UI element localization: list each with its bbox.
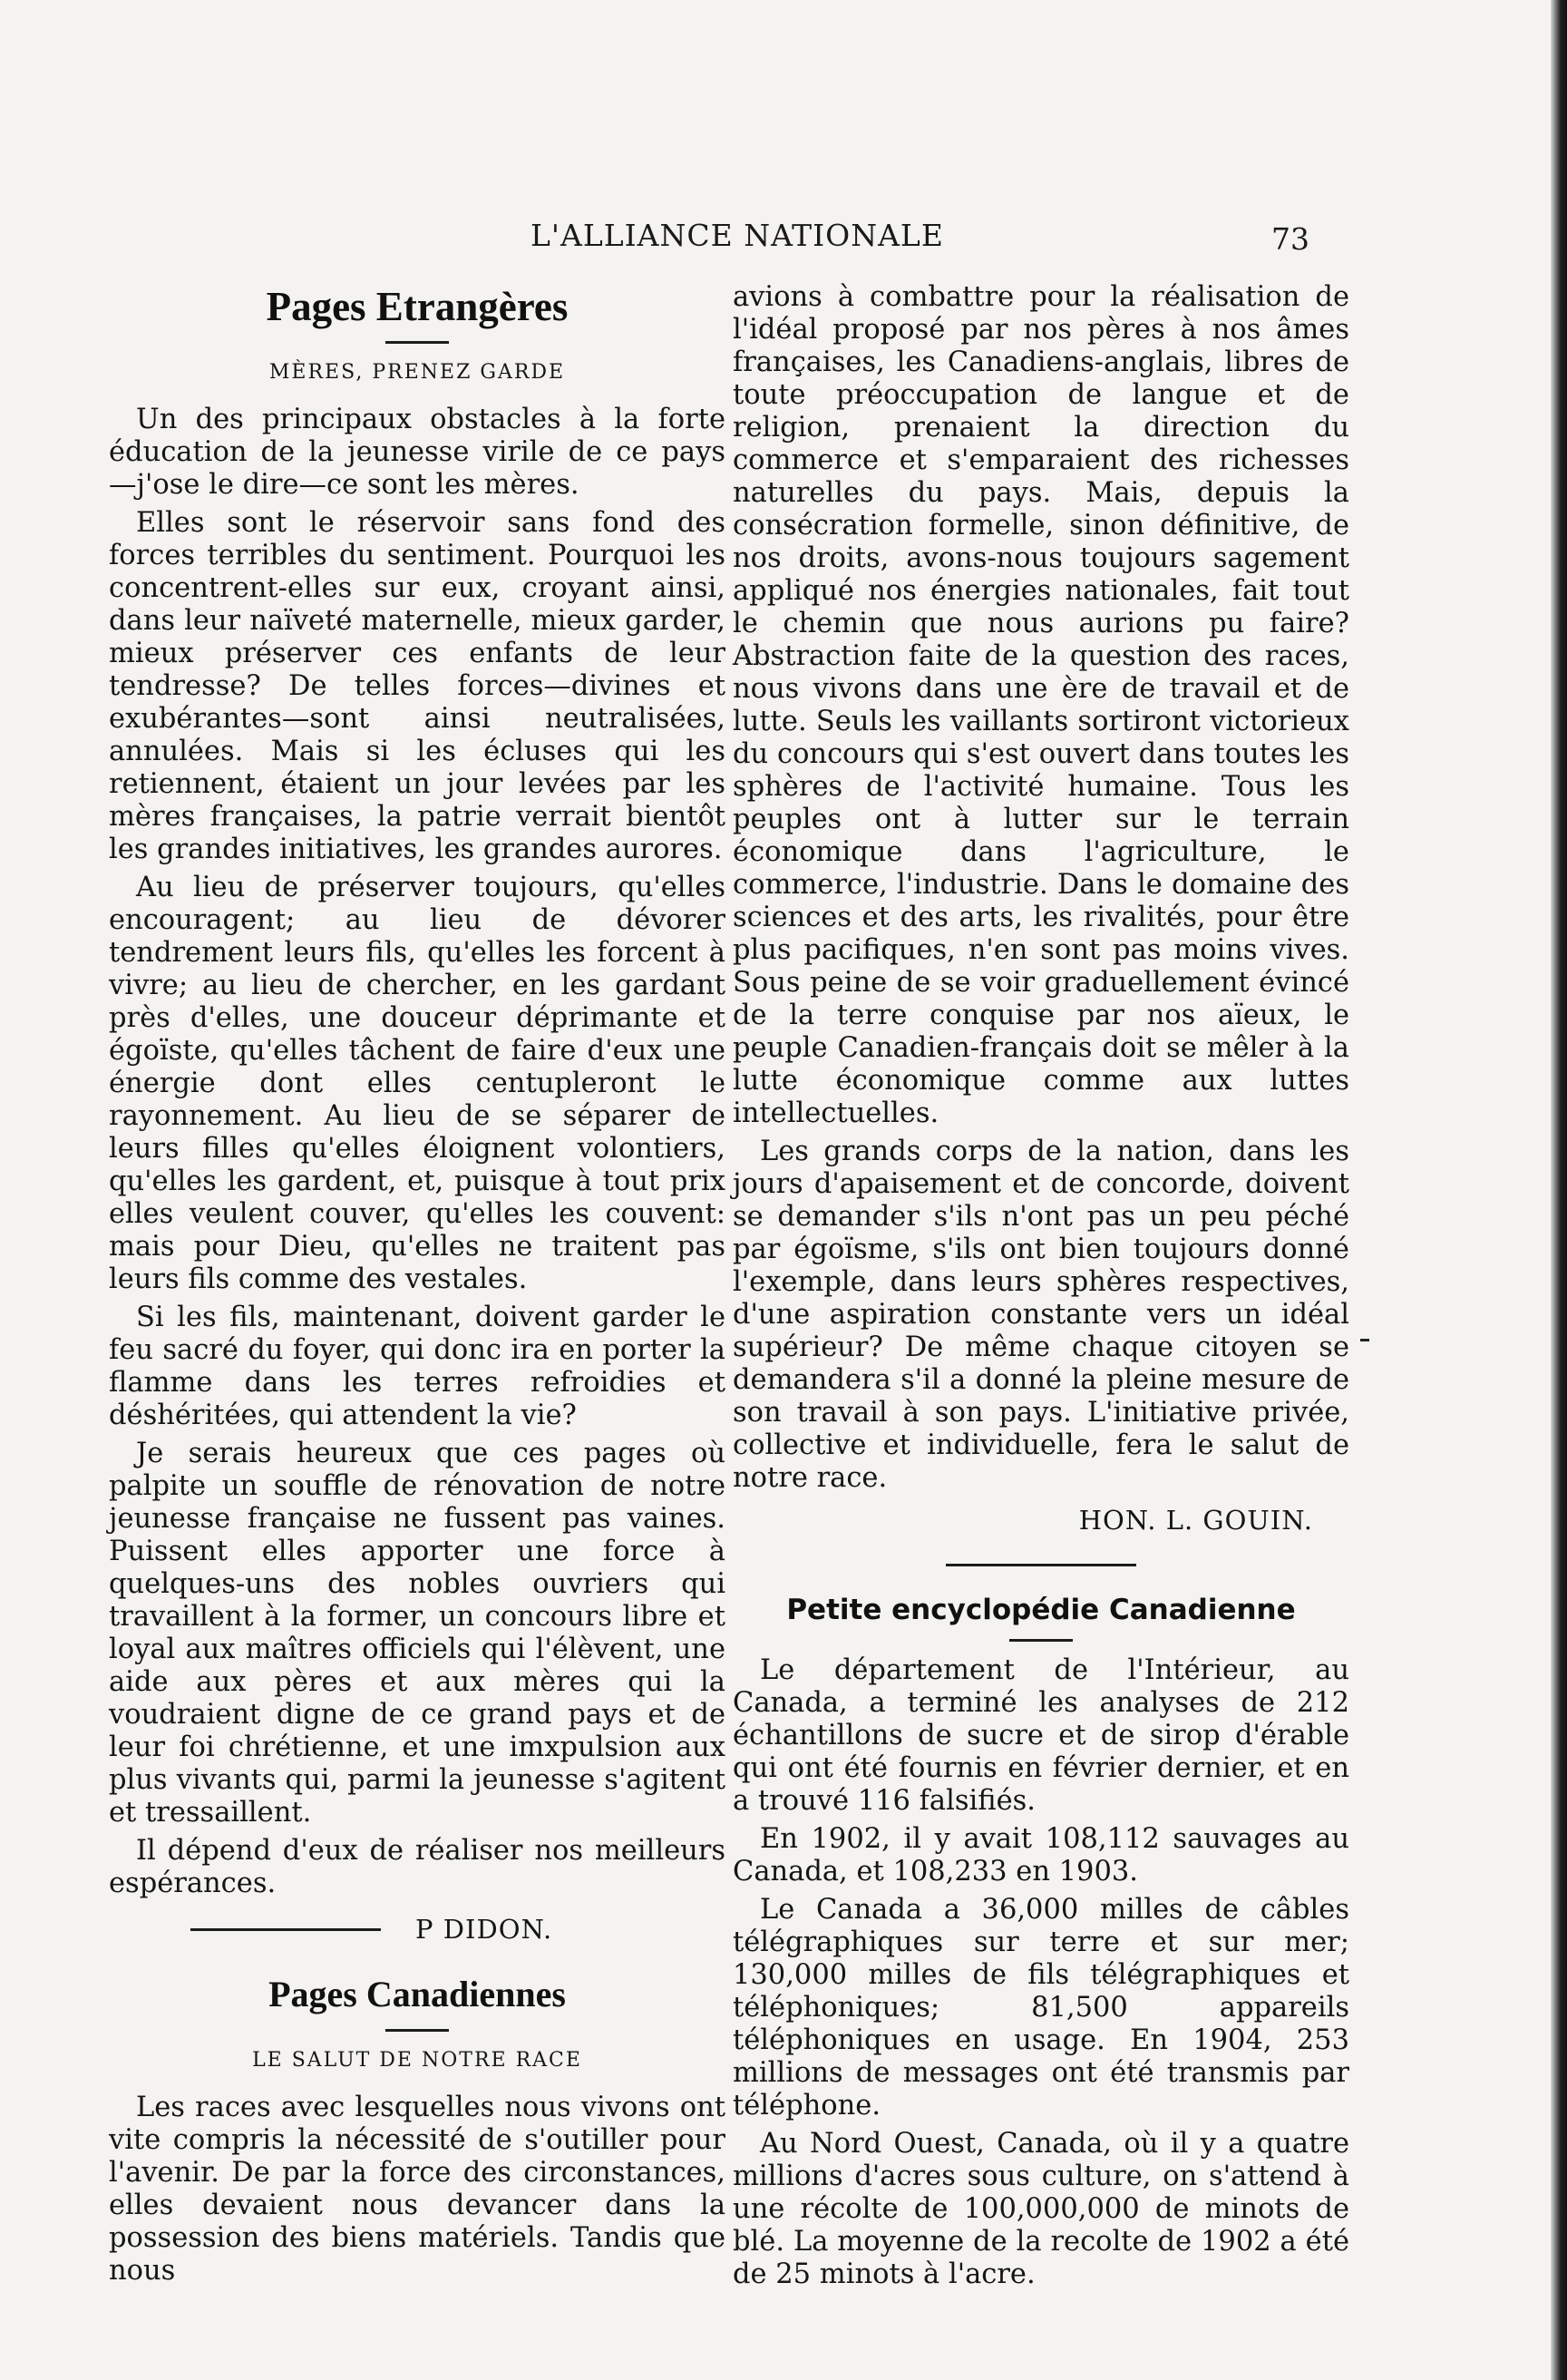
paragraph: Je serais heureux que ces pages où palpite un souffle de rénovation de notre jeunesse française ne fussent pas vaines. Puissent elles apporter une force à quelques-uns des nobles ouvriers qui travaillent à la former, un concours libre et loyal aux maîtres officiels qui l'élèvent, une aide aux pères et aux mères qui la voudraient digne de ce grand pays et de leur foi chrétienne, et une imxpulsion aux plus vivants qui, parmi la jeunesse s'agitent et tressaillent.: [109, 1438, 725, 1829]
page-header: [0, 218, 1567, 263]
section-title-pages-canadiennes: Pages Canadiennes: [268, 1974, 566, 2014]
title-rule: [385, 2029, 449, 2032]
right-column: [733, 281, 1349, 2297]
scan-edge: [1551, 0, 1567, 2380]
section-title-encyclopedie: Petite encyclopédie Canadienne: [786, 1594, 1296, 1626]
section-divider: [946, 1564, 1136, 1566]
paragraph: Il dépend d'eux de réaliser nos meilleurs espérances.: [109, 1835, 725, 1899]
margin-mark: [1360, 1339, 1369, 1341]
section-divider: [190, 1928, 381, 1931]
running-title: L'ALLIANCE NATIONALE: [530, 218, 944, 253]
article-subtitle: MÈRES, PRENEZ GARDE: [268, 361, 566, 384]
author-signature: P DIDON.: [415, 1914, 553, 1945]
title-rule: [385, 341, 449, 344]
paragraph: avions à combattre pour la réalisation de l'idéal proposé par nos pères à nos âmes françaises, les Canadiens-anglais, libres de toute préoccupation de langue et de religion, prenaient la direction du commerce et s'emparaient des richesses naturelles du pays. Mais, depuis la consécration formelle, sinon définitive, de nos droits, avons-nous toujours sagement appliqué nos énergies nationales, fait tout le chemin que nous aurions pu faire? Abstraction faite de la question des races, nous vivons dans une ère de travail et de lutte. Seuls les vaillants sortiront victorieux du concours qui s'est ouvert dans toutes les sphères de l'activité humaine. Tous les peuples ont à lutter sur le terrain économique dans l'agriculture, le commerce, l'industrie. Dans le domaine des sciences et des arts, les rivalités, pour être plus pacifiques, n'en sont pas moins vives. Sous peine de se voir graduellement évincé de la terre conquise par nos aïeux, le peuple Canadien-français doit se mêler à la lutte économique comme aux luttes intellectuelles.: [733, 281, 1349, 1129]
encyclopedia-item: Le département de l'Intérieur, au Canada, a terminé les analyses de 212 échantillons de sucre et de sirop d'érable qui ont été fournis en février dernier, et en a trouvé 116 falsifiés.: [733, 1654, 1349, 1817]
paragraph: Les races avec lesquelles nous vivons ont vite compris la nécessité de s'outiller pour l'avenir. De par la force des circonstances, elles devaient nous devancer dans la possession des biens matériels. Tandis que nous: [109, 2092, 725, 2287]
encyclopedia-item: Le Canada a 36,000 milles de câbles télégraphiques sur terre et sur mer; 130,000 milles de fils télégraphiques et téléphoniques; 81,500 appareils téléphoniques en usage. En 1904, 253 millions de messages ont été transmis par téléphone.: [733, 1894, 1349, 2122]
encyclopedia-item: En 1902, il y avait 108,112 sauvages au Canada, et 108,233 en 1903.: [733, 1823, 1349, 1887]
paragraph: Si les fils, maintenant, doivent garder le feu sacré du foyer, qui donc ira en porter la flamme dans les terres refroidies et déshéritées, qui attendent la vie?: [109, 1302, 725, 1431]
section-title-pages-etrangeres: Pages Etrangères: [266, 284, 569, 329]
encyclopedia-item: Au Nord Ouest, Canada, où il y a quatre millions d'acres sous culture, on s'attend à une récolte de 100,000,000 de minots de blé. La moyenne de la recolte de 1902 a été de 25 minots à l'acre.: [733, 2128, 1349, 2290]
signature-row: [109, 1913, 725, 1946]
title-rule: [1009, 1639, 1073, 1642]
left-column: [109, 281, 725, 2293]
paragraph: Les grands corps de la nation, dans les jours d'apaisement et de concorde, doivent se demander s'ils n'ont pas un peu péché par égoïsme, s'ils ont bien toujours donné l'exemple, dans leurs sphères respectives, d'une aspiration constante vers un idéal supérieur? De même chaque citoyen se demandera s'il a donné la pleine mesure de son travail à son pays. L'initiative privée, collective et individuelle, fera le salut de notre race.: [733, 1136, 1349, 1494]
paragraph: Elles sont le réservoir sans fond des forces terribles du sentiment. Pourquoi les concentrent-elles sur eux, croyant ainsi, dans leur naïveté maternelle, mieux garder, mieux préserver ces enfants de leur tendresse? De telles forces—divines et exubérantes—sont ainsi neutralisées, annulées. Mais si les écluses qui les retiennent, étaient un jour levées par les mères françaises, la patrie verrait bientôt les grandes initiatives, les grandes aurores.: [109, 507, 725, 865]
page-number: 73: [1271, 221, 1309, 257]
article-subtitle: LE SALUT DE NOTRE RACE: [252, 2049, 582, 2072]
paragraph: Un des principaux obstacles à la forte éducation de la jeunesse virile de ce pays —j'ose le dire—ce sont les mères.: [109, 404, 725, 501]
author-signature: HON. L. GOUIN.: [1078, 1505, 1313, 1536]
paragraph: Au lieu de préserver toujours, qu'elles encouragent; au lieu de dévorer tendrement leurs fils, qu'elles les forcent à vivre; au lieu de chercher, en les gardant près d'elles, une douceur déprimante et égoïste, qu'elles tâchent de faire d'eux une énergie dont elles centupleront le rayonnement. Au lieu de se séparer de leurs filles qu'elles éloignent volontiers, qu'elles les gardent, et, puisque à tout prix elles veulent couver, qu'elles les couvent: mais pour Dieu, qu'elles ne traitent pas leurs fils comme des vestales.: [109, 872, 725, 1295]
